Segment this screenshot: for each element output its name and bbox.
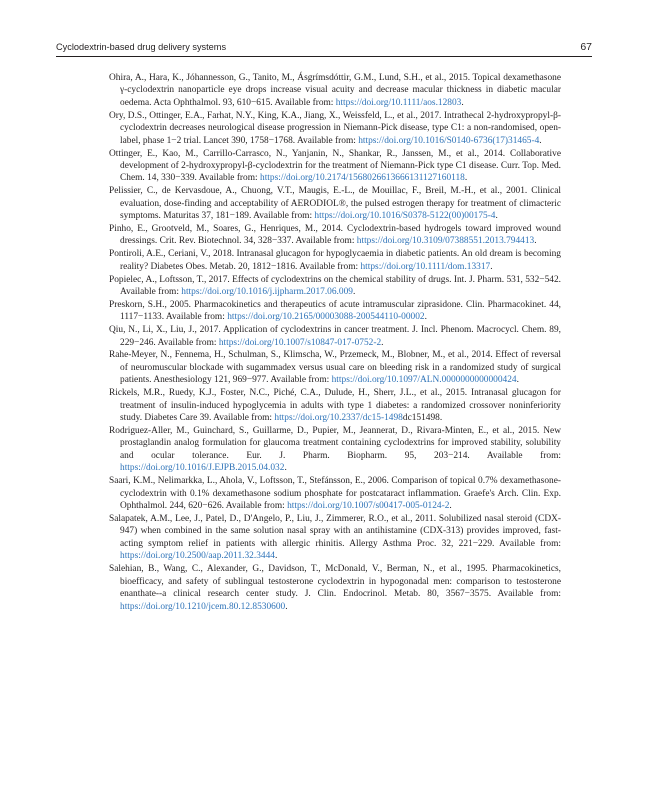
reference-text: Preskorn, S.H., 2005. Pharmacokinetics and therapeutics of acute intramuscular ziprasidone. Clin. Pharmacokinet. 44, 1117−1133. Available from:: [109, 299, 561, 323]
reference-suffix: .: [461, 97, 464, 108]
doi-link[interactable]: https://doi.org/10.2165/00003088-200544110-00002: [227, 312, 425, 323]
doi-link[interactable]: https://doi.org/10.1097/ALN.0000000000000424: [331, 375, 517, 386]
reference-text: Saari, K.M., Nelimarkka, L., Ahola, V., Loftsson, T., Stefánsson, E., 2006. Comparison of topical 0.7% dexamethasone-cyclodextrin with 0.1% dexamethasone sodium phosphate for postcataract inflammation. Graefe's Arch. Clin. Exp. Ophthalmol. 244, 620−626. Available from:: [109, 476, 561, 512]
reference-suffix: .: [424, 312, 427, 323]
doi-link[interactable]: https://doi.org/10.2500/aap.2011.32.3444: [120, 551, 275, 562]
reference-entry: [109, 248, 561, 273]
reference-suffix: .: [495, 211, 498, 222]
doi-link[interactable]: https://doi.org/10.1111/dom.13317: [360, 261, 491, 272]
doi-link[interactable]: https://doi.org/10.1210/jcem.80.12.8530600: [120, 601, 286, 612]
reference-text: Salapatek, A.M., Lee, J., Patel, D., D'Angelo, P., Liu, J., Zimmerer, R.O., et al., 2011. Solubilized nasal steroid (CDX-947) when combined in the same solution nasal spray with an antihistamine (CDX-313) provides improved, fast-acting symptom relief in patients with allergic rhinitis. Allergy Asthma Proc. 32, 221−229. Available from:: [109, 513, 561, 549]
page-number: 67: [580, 41, 592, 53]
reference-text: Rahe-Meyer, N., Fennema, H., Schulman, S., Klimscha, W., Przemeck, M., Blobner, M., et al., 2014. Effect of reversal of neuromuscular blockade with sugammadex versus usual care on bleeding risk in a randomized study of surgical patients. Anesthesiology 121, 969−977. Available from:: [109, 350, 561, 386]
reference-entry: [109, 563, 561, 613]
reference-entry: [109, 148, 561, 185]
reference-text: Salehian, B., Wang, C., Alexander, G., Davidson, T., McDonald, V., Berman, N., et al., 1995. Pharmacokinetics, bioefficacy, and safety of sublingual testosterone cyclodextrin in hypogonadal men: comparison to testosterone enanthate--a clinical research center study. J. Clin. Endocrinol. Metab. 80, 3567−3575. Available from:: [109, 564, 561, 600]
header-rule: [56, 56, 592, 57]
reference-text: Rickels, M.R., Ruedy, K.J., Foster, N.C., Piché, C.A., Dulude, H., Sherr, J.L., et al., 2015. Intranasal glucagon for treatment of insulin-induced hypoglycemia in adults with type 1 diabetes: a randomized crossover noninferiority study. Diabetes Care 39. Available from:: [109, 388, 561, 424]
reference-suffix: .: [539, 135, 542, 146]
reference-entry: [109, 110, 561, 147]
reference-text: Ottinger, E., Kao, M., Carrillo-Carrasco, N., Yanjanin, N., Shankar, R., Janssen, M., et al., 2014. Collaborative development of 2-hydroxypropyl-β-cyclodextrin for the treatment of Niemann-Pick type C1 disease. Curr. Top. Med. Chem. 14, 330−339. Available from:: [109, 148, 561, 184]
reference-suffix: .: [285, 601, 288, 612]
reference-entry: [109, 274, 561, 299]
doi-link[interactable]: https://doi.org/10.1016/J.EJPB.2015.04.032: [120, 463, 285, 474]
reference-list: [109, 72, 561, 613]
reference-text: Qiu, N., Li, X., Liu, J., 2017. Application of cyclodextrins in cancer treatment. J. Incl. Phenom. Macrocycl. Chem. 89, 229−246. Available from:: [109, 325, 561, 348]
reference-suffix: dc151498.: [402, 413, 443, 424]
reference-text: Pinho, E., Grootveld, M., Soares, G., Henriques, M., 2014. Cyclodextrin-based hydrogels toward improved wound dressings. Crit. Rev. Biotechnol. 34, 328−337. Available from:: [109, 224, 561, 247]
doi-link[interactable]: https://doi.org/10.1007/s00417-005-0124-2: [287, 501, 450, 512]
reference-entry: [109, 475, 561, 512]
doi-link[interactable]: https://doi.org/10.1007/s10847-017-0752-2: [218, 337, 382, 348]
reference-suffix: .: [352, 287, 356, 298]
running-header: [56, 40, 592, 56]
running-title: Cyclodextrin-based drug delivery systems: [56, 42, 227, 52]
reference-text: Pontiroli, A.E., Ceriani, V., 2018. Intranasal glucagon for hypoglycaemia in diabetic patients. An old dream is becoming reality? Diabetes Obes. Metab. 20, 1812−1816. Available from:: [109, 249, 561, 272]
doi-link[interactable]: https://doi.org/10.2174/1568026613666131127160118: [260, 173, 465, 184]
reference-text: Ohira, A., Hara, K., Jóhannesson, G., Tanito, M., Ásgrímsdóttir, G.M., Lund, S.H., et al., 2015. Topical dexamethasone γ-cyclodextrin nanoparticle eye drops increase visual acuity and decrease macular thickness in diabetic macular oedema. Acta Ophthalmol. 93, 610−615. Available from:: [109, 73, 561, 108]
doi-link[interactable]: https://doi.org/10.1016/j.ijpharm.2017.06.009: [181, 287, 353, 298]
reference-suffix: .: [516, 375, 519, 386]
doi-link[interactable]: https://doi.org/10.1016/S0378-5122(00)00175-4: [314, 211, 496, 222]
reference-entry: [109, 425, 561, 475]
reference-text: Rodriguez-Aller, M., Guinchard, S., Guillarme, D., Pupier, M., Jeannerat, D., Rivara-Minten, E., et al., 2015. New prostaglandin analog formulation for glaucoma treatment containing cyclodextrins for improved stability, solubility and ocular tolerance. Eur. J. Pharm. Biopharm. 95, 203−214. Available from:: [109, 425, 561, 461]
reference-suffix: .: [449, 501, 452, 512]
reference-suffix: .: [464, 173, 468, 184]
reference-text: Ory, D.S., Ottinger, E.A., Farhat, N.Y., King, K.A., Jiang, X., Weissfeld, L., et al., 2017. Intrathecal 2-hydroxypropyl-β-cyclodextrin decreases neurological disease progression in Niemann-Pick disease, type C1: a non-randomised, open-label, phase 1−2 trial. Lancet 390, 1758−1768. Available from:: [109, 110, 561, 146]
doi-link[interactable]: https://doi.org/10.1111/aos.12803: [335, 97, 462, 108]
reference-entry: [109, 513, 561, 563]
reference-entry: [109, 349, 561, 386]
doi-link[interactable]: https://doi.org/10.2337/dc15-1498: [274, 413, 403, 424]
reference-text: Pelissier, C., de Kervasdoue, A., Chuong, V.T., Maugis, E.-L., de Mouillac, F., Breil, M.-H., et al., 2001. Clinical evaluation, dose-finding and acceptability of AERODIOL®, the pulsed estrogen therapy for treatment of climacteric symptoms. Maturitas 37, 181−189. Available from:: [109, 186, 561, 222]
reference-text: Popielec, A., Loftsson, T., 2017. Effects of cyclodextrins on the chemical stability of drugs. Int. J. Pharm. 531, 532−542. Available from:: [109, 274, 561, 298]
doi-link[interactable]: https://doi.org/10.3109/07388551.2013.794413: [356, 236, 535, 247]
reference-entry: [109, 72, 561, 109]
reference-entry: [109, 387, 561, 424]
reference-suffix: .: [490, 261, 493, 272]
reference-suffix: .: [284, 463, 287, 474]
reference-entry: [109, 299, 561, 324]
reference-suffix: .: [534, 236, 537, 247]
reference-entry: [109, 223, 561, 248]
reference-suffix: .: [274, 551, 278, 562]
reference-suffix: .: [381, 337, 384, 348]
doi-link[interactable]: https://doi.org/10.1016/S0140-6736(17)31465-4: [358, 135, 540, 146]
reference-entry: [109, 324, 561, 349]
reference-entry: [109, 185, 561, 222]
